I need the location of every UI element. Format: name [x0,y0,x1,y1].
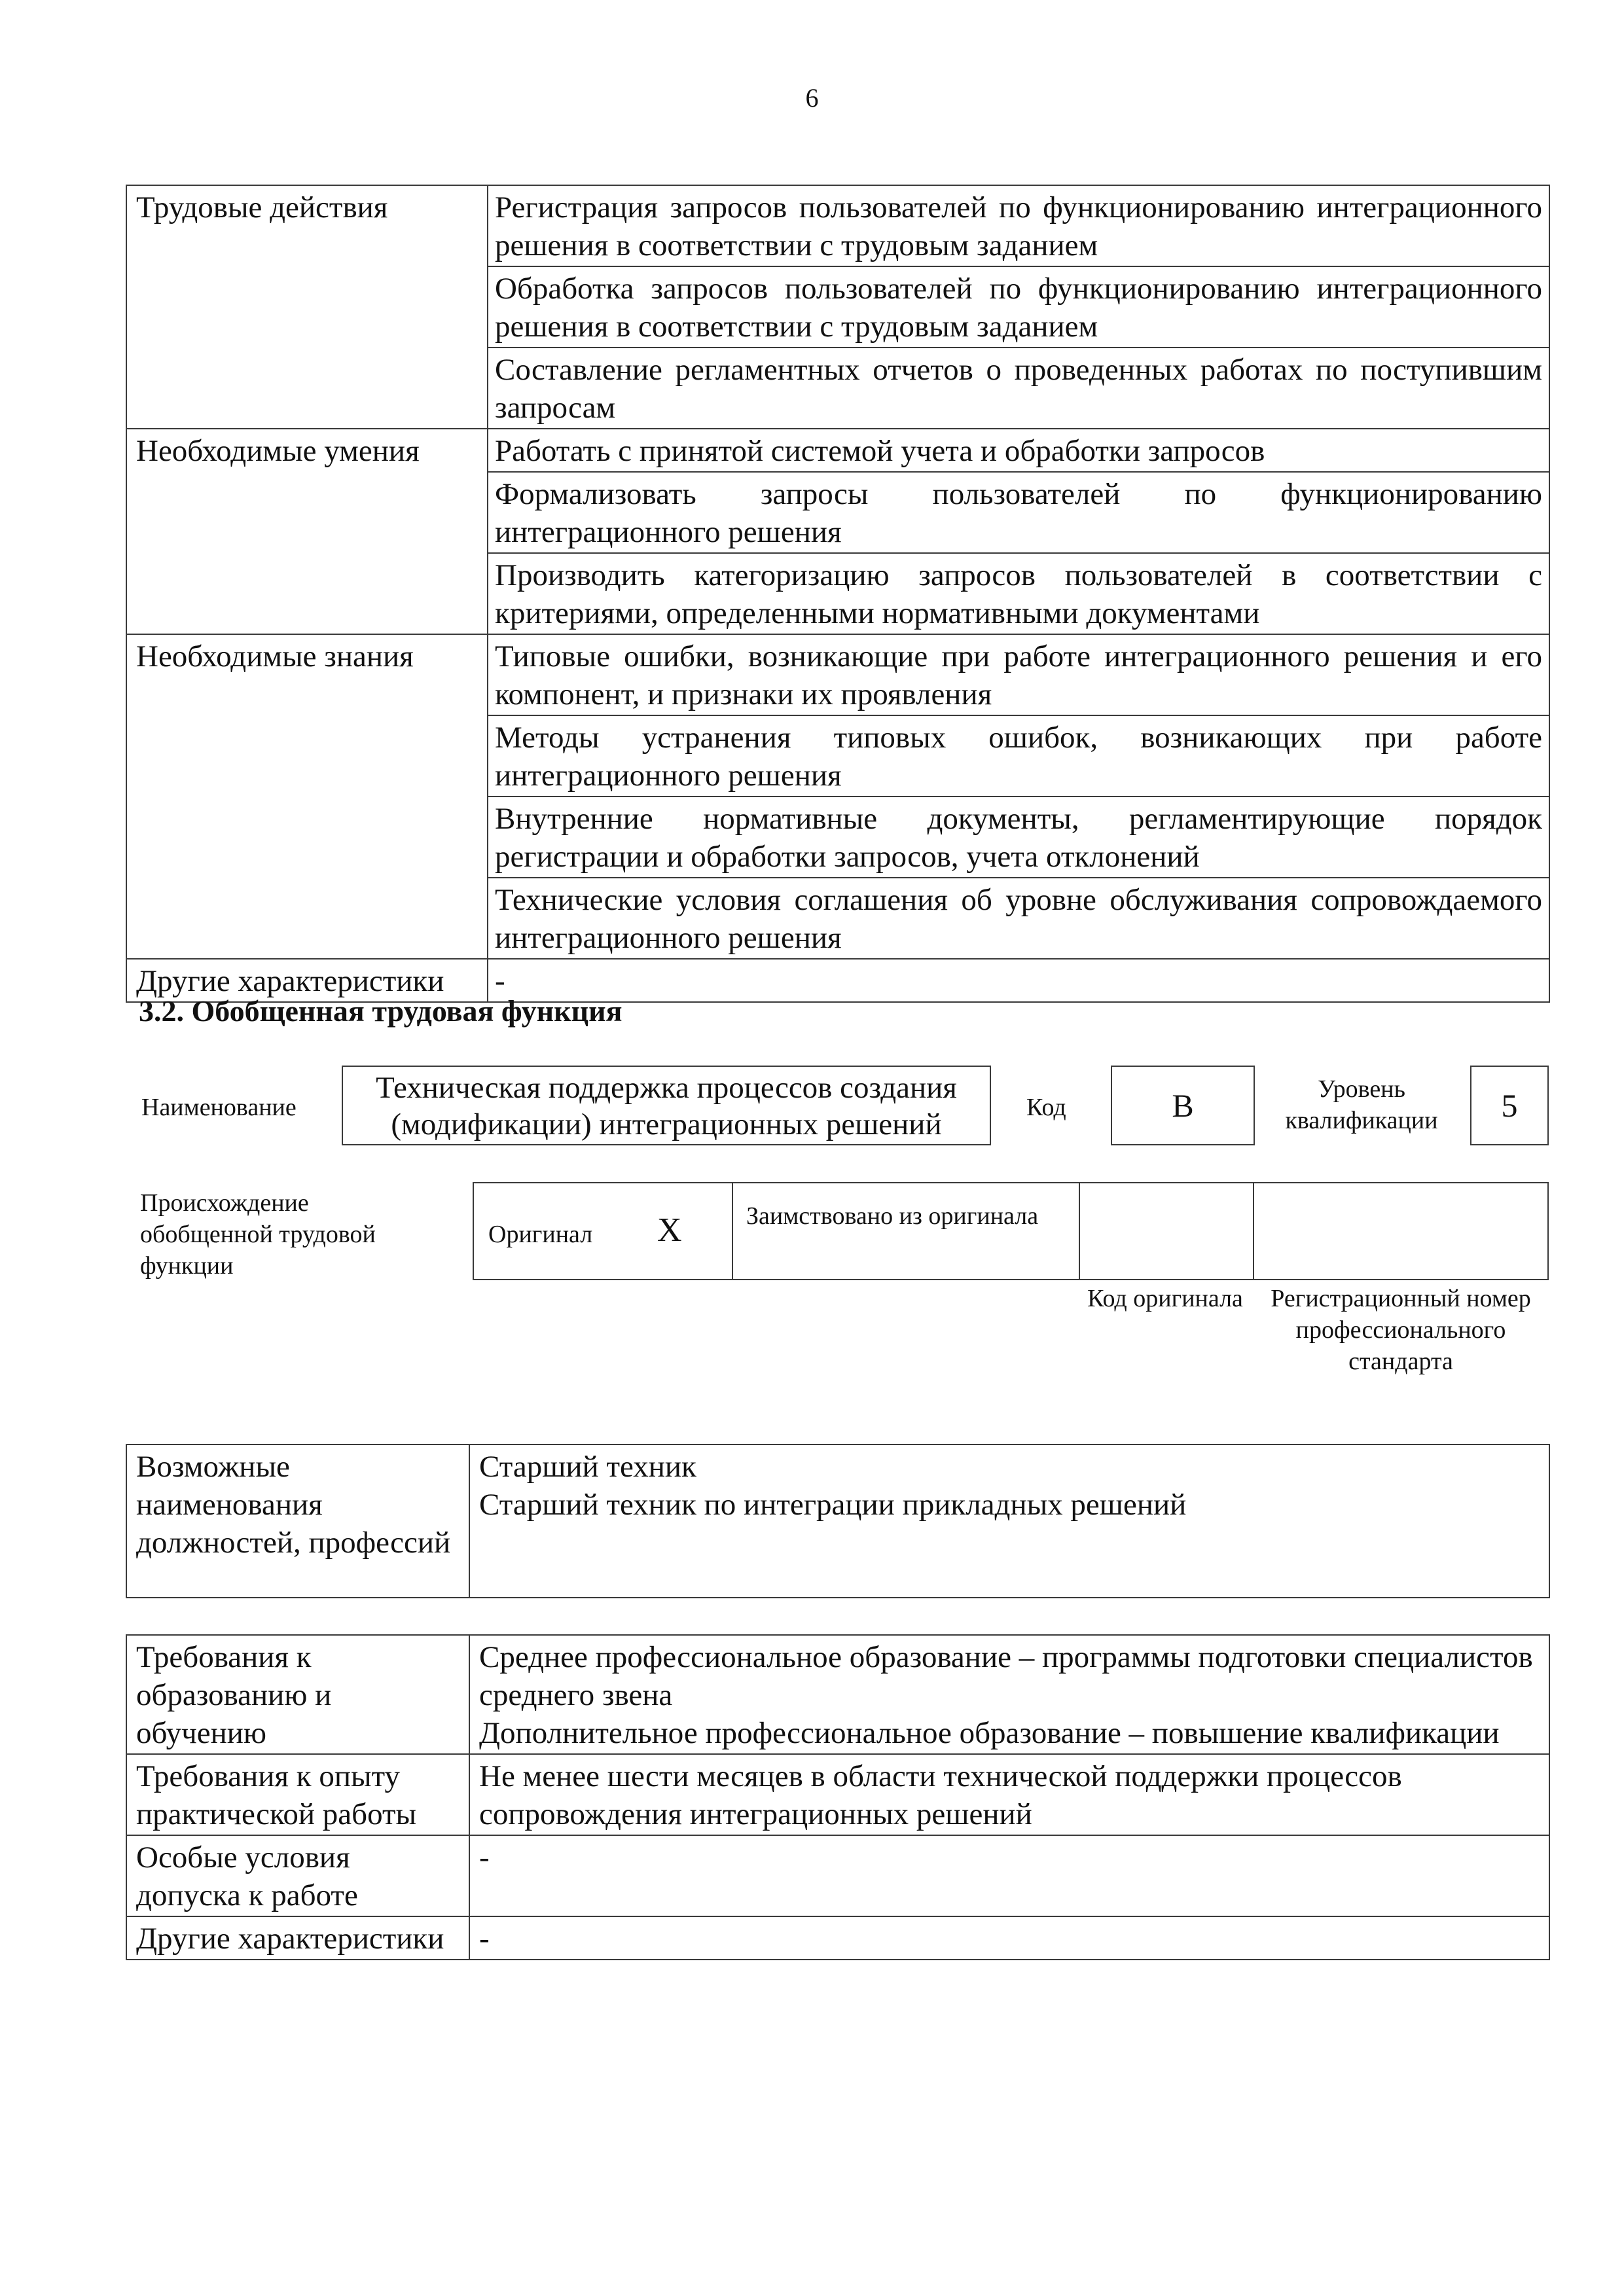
table-row [126,1916,1549,1960]
table-cell: Формализовать запросы пользователей по функционированию интеграционного решения [488,472,1549,553]
row-label: Требования к опыту практической работы [126,1754,469,1835]
table-row [126,429,1549,472]
table-cell: Технические условия соглашения об уровне обслуживания сопровождаемого интеграционного решения [488,878,1549,959]
table-cell: - [488,959,1549,1002]
position-item: Старший техник по интеграции прикладных решений [479,1488,1187,1522]
row-label: Особые условия допуска к работе [126,1835,469,1916]
row-label: Другие характеристики [126,959,488,1002]
table-cell: - [469,1835,1549,1916]
divider [1079,1182,1080,1280]
requirement-item: Дополнительное профессиональное образование – повышение квалификации [479,1716,1500,1750]
name-value: Техническая поддержка процессов создания (модификации) интеграционных решений [342,1066,991,1145]
table-row [126,185,1549,266]
table-cell [469,1444,1549,1598]
row-label: Необходимые умения [126,429,488,634]
code-caption: Код оригинала [1087,1285,1243,1312]
divider [732,1182,733,1280]
code-value: B [1111,1066,1255,1145]
row-label: Возможные наименования должностей, профессий [126,1444,469,1598]
table-cell: Регистрация запросов пользователей по функционированию интеграционного решения в соответствии с трудовым заданием [488,185,1549,266]
labor-table [126,185,1550,1003]
table-row [126,1635,1549,1754]
table-cell: - [469,1916,1549,1960]
positions-table [126,1444,1550,1598]
origin-label: Происхождение обобщенной трудовой функции [140,1189,376,1280]
table-row [126,1835,1549,1916]
original-mark: X [657,1211,682,1249]
code-label: Код [1026,1094,1066,1121]
table-row [126,1444,1549,1598]
table-cell: Работать с принятой системой учета и обработки запросов [488,429,1549,472]
row-label: Требования к образованию и обучению [126,1635,469,1754]
position-item: Старший техник [479,1450,696,1484]
row-label: Трудовые действия [126,185,488,429]
table-row [126,634,1549,715]
original-label: Оригинал [488,1221,593,1248]
table-cell: Производить категоризацию запросов пользователей в соответствии с критериями, определенными нормативными документами [488,553,1549,634]
level-label: Уровень квалификации [1285,1075,1438,1134]
level-value: 5 [1470,1066,1549,1145]
requirements-table [126,1634,1550,1960]
row-label: Другие характеристики [126,1916,469,1960]
section-title: 3.2. Обобщенная трудовая функция [139,994,623,1028]
table-cell: Обработка запросов пользователей по функционированию интеграционного решения в соответствии с трудовым заданием [488,266,1549,348]
table-cell: Типовые ошибки, возникающие при работе интеграционного решения и его компонент, и признаки их проявления [488,634,1549,715]
table-cell: Внутренние нормативные документы, регламентирующие порядок регистрации и обработки запросов, учета отклонений [488,797,1549,878]
borrowed-label: Заимствовано из оригинала [746,1202,1039,1230]
table-cell: Не менее шести месяцев в области технической поддержки процессов сопровождения интеграционных решений [469,1754,1549,1835]
requirement-item: Среднее профессиональное образование – программы подготовки специалистов среднего звена [479,1640,1533,1712]
divider [1253,1182,1254,1280]
name-label: Наименование [141,1094,297,1121]
reg-caption: Регистрационный номер профессионального стандарта [1271,1285,1531,1375]
page-number: 6 [805,83,819,113]
table-cell [469,1635,1549,1754]
table-cell: Составление регламентных отчетов о проведенных работах по поступившим запросам [488,348,1549,429]
table-cell: Методы устранения типовых ошибок, возникающих при работе интеграционного решения [488,715,1549,797]
row-label: Необходимые знания [126,634,488,959]
table-row [126,1754,1549,1835]
